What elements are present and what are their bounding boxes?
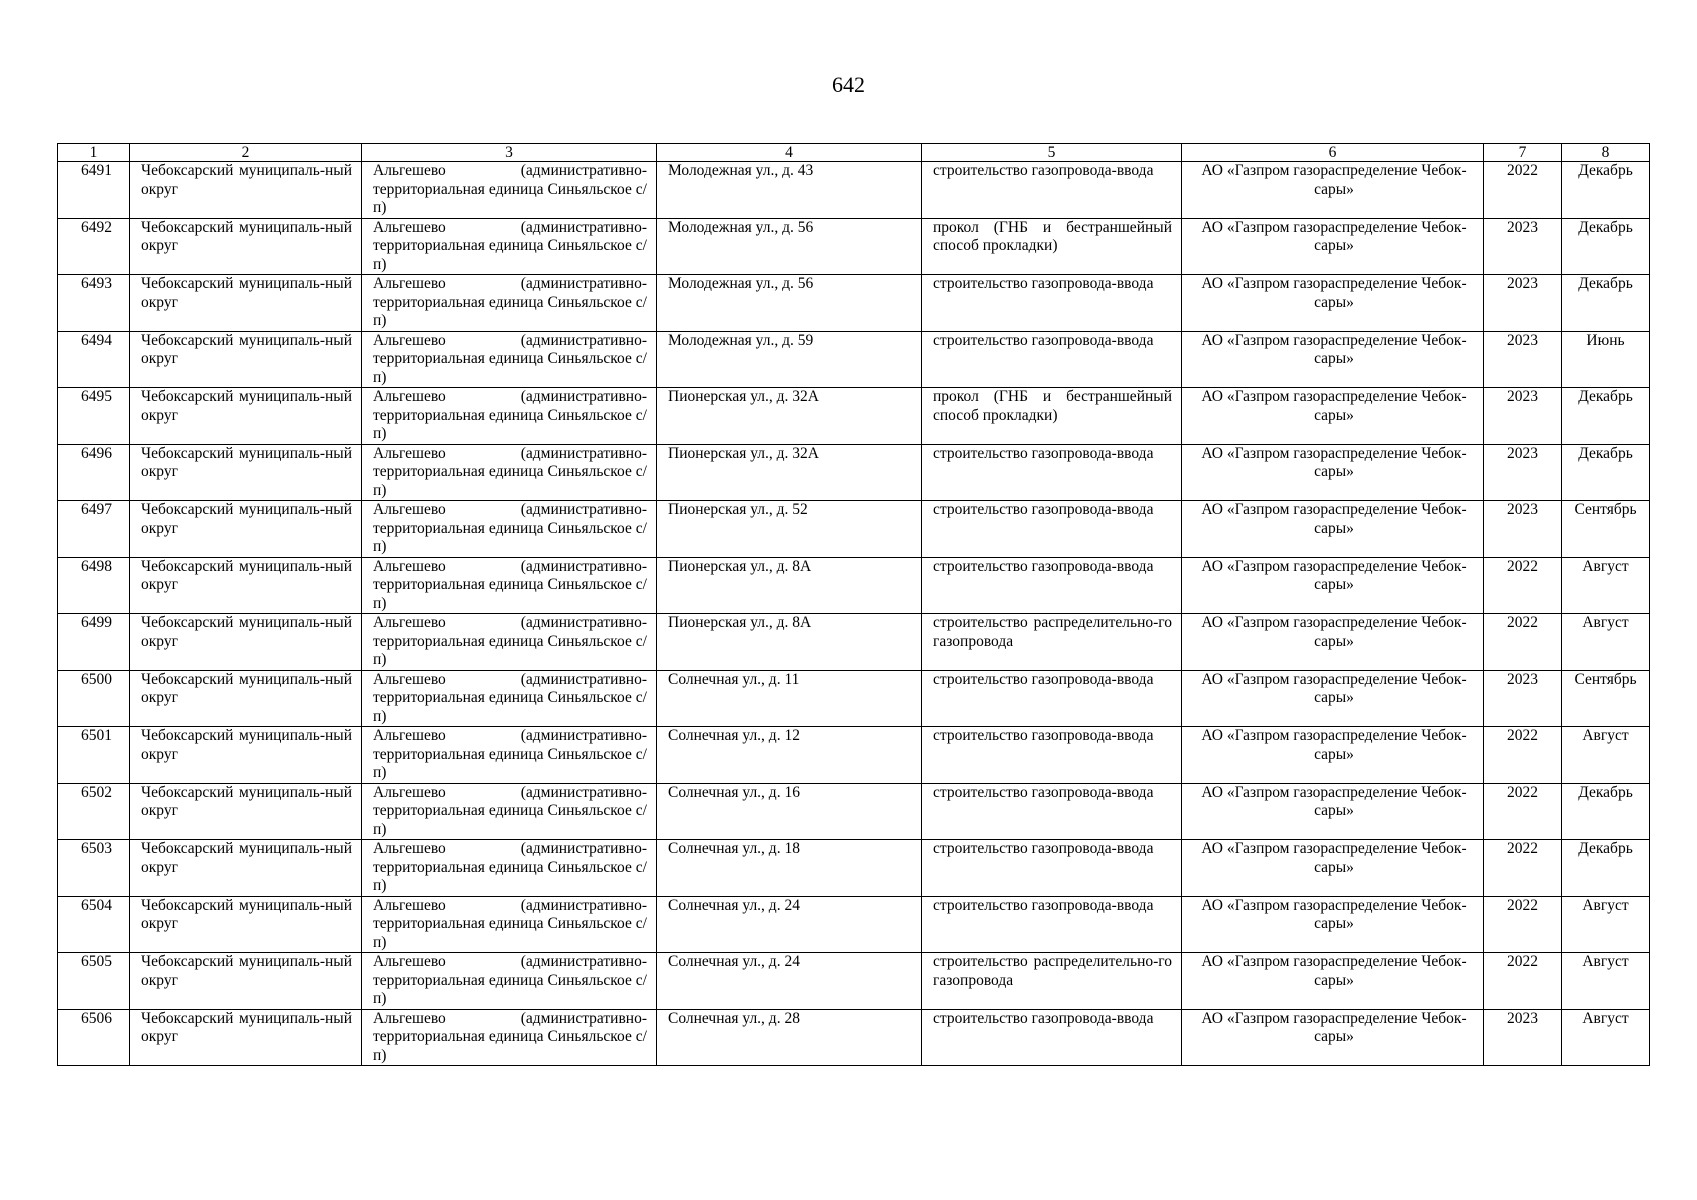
address-cell: Пионерская ул., д. 32А [657, 444, 922, 501]
page-number: 642 [832, 72, 865, 97]
settlement-cell: Альгешево (административно-территориальная единица Синьяльское с/п) [362, 840, 657, 897]
district-cell: Чебоксарский муниципаль-ный округ [130, 557, 362, 614]
work-type-cell: строительство газопровода-ввода [922, 896, 1182, 953]
work-type-cell: строительство газопровода-ввода [922, 162, 1182, 219]
district-cell: Чебоксарский муниципаль-ный округ [130, 727, 362, 784]
district-cell: Чебоксарский муниципаль-ный округ [130, 501, 362, 558]
work-type-cell: строительство распределительно-го газопровода [922, 953, 1182, 1010]
organization-cell: АО «Газпром газораспределение Чебок-сары» [1182, 275, 1484, 332]
settlement-cell: Альгешево (административно-территориальная единица Синьяльское с/п) [362, 501, 657, 558]
settlement-cell: Альгешево (административно-территориальная единица Синьяльское с/п) [362, 670, 657, 727]
work-type-cell: прокол (ГНБ и бестраншейный способ прокладки) [922, 388, 1182, 445]
organization-cell: АО «Газпром газораспределение Чебок-сары» [1182, 162, 1484, 219]
table-row [58, 444, 1650, 501]
settlement-cell: Альгешево (административно-территориальная единица Синьяльское с/п) [362, 275, 657, 332]
work-type-cell: строительство газопровода-ввода [922, 557, 1182, 614]
organization-cell: АО «Газпром газораспределение Чебок-сары» [1182, 444, 1484, 501]
year-cell: 2022 [1484, 614, 1562, 671]
district-cell: Чебоксарский муниципаль-ный округ [130, 840, 362, 897]
year-cell: 2022 [1484, 162, 1562, 219]
month-cell: Декабрь [1562, 444, 1650, 501]
work-type-cell: строительство распределительно-го газопровода [922, 614, 1182, 671]
work-type-cell: строительство газопровода-ввода [922, 783, 1182, 840]
district-cell: Чебоксарский муниципаль-ный округ [130, 614, 362, 671]
work-type-cell: строительство газопровода-ввода [922, 727, 1182, 784]
row-number: 6504 [58, 896, 130, 953]
address-cell: Молодежная ул., д. 43 [657, 162, 922, 219]
settlement-cell: Альгешево (административно-территориальная единица Синьяльское с/п) [362, 444, 657, 501]
table-row [58, 162, 1650, 219]
organization-cell: АО «Газпром газораспределение Чебок-сары» [1182, 331, 1484, 388]
address-cell: Солнечная ул., д. 28 [657, 1009, 922, 1066]
year-cell: 2023 [1484, 1009, 1562, 1066]
table-row [58, 275, 1650, 332]
year-cell: 2023 [1484, 388, 1562, 445]
district-cell: Чебоксарский муниципаль-ный округ [130, 1009, 362, 1066]
column-header: 3 [362, 144, 657, 162]
year-cell: 2023 [1484, 670, 1562, 727]
organization-cell: АО «Газпром газораспределение Чебок-сары» [1182, 218, 1484, 275]
row-number: 6498 [58, 557, 130, 614]
month-cell: Август [1562, 557, 1650, 614]
address-cell: Пионерская ул., д. 8А [657, 614, 922, 671]
year-cell: 2023 [1484, 444, 1562, 501]
table-row [58, 1009, 1650, 1066]
district-cell: Чебоксарский муниципаль-ный округ [130, 953, 362, 1010]
column-number-row [58, 144, 1650, 162]
settlement-cell: Альгешево (административно-территориальная единица Синьяльское с/п) [362, 953, 657, 1010]
row-number: 6499 [58, 614, 130, 671]
organization-cell: АО «Газпром газораспределение Чебок-сары» [1182, 670, 1484, 727]
month-cell: Декабрь [1562, 388, 1650, 445]
address-cell: Солнечная ул., д. 18 [657, 840, 922, 897]
table-row [58, 557, 1650, 614]
month-cell: Декабрь [1562, 783, 1650, 840]
year-cell: 2022 [1484, 783, 1562, 840]
district-cell: Чебоксарский муниципаль-ный округ [130, 896, 362, 953]
settlement-cell: Альгешево (административно-территориальная единица Синьяльское с/п) [362, 783, 657, 840]
column-header: 2 [130, 144, 362, 162]
work-type-cell: строительство газопровода-ввода [922, 1009, 1182, 1066]
work-type-cell: прокол (ГНБ и бестраншейный способ прокладки) [922, 218, 1182, 275]
address-cell: Солнечная ул., д. 12 [657, 727, 922, 784]
year-cell: 2022 [1484, 840, 1562, 897]
settlement-cell: Альгешево (административно-территориальная единица Синьяльское с/п) [362, 218, 657, 275]
row-number: 6491 [58, 162, 130, 219]
district-cell: Чебоксарский муниципаль-ный округ [130, 670, 362, 727]
column-header: 4 [657, 144, 922, 162]
year-cell: 2022 [1484, 557, 1562, 614]
organization-cell: АО «Газпром газораспределение Чебок-сары» [1182, 614, 1484, 671]
settlement-cell: Альгешево (административно-территориальная единица Синьяльское с/п) [362, 614, 657, 671]
address-cell: Солнечная ул., д. 24 [657, 953, 922, 1010]
row-number: 6494 [58, 331, 130, 388]
settlement-cell: Альгешево (административно-территориальная единица Синьяльское с/п) [362, 896, 657, 953]
column-header: 6 [1182, 144, 1484, 162]
table-row [58, 614, 1650, 671]
work-type-cell: строительство газопровода-ввода [922, 275, 1182, 332]
year-cell: 2023 [1484, 501, 1562, 558]
row-number: 6497 [58, 501, 130, 558]
row-number: 6496 [58, 444, 130, 501]
year-cell: 2023 [1484, 218, 1562, 275]
address-cell: Молодежная ул., д. 56 [657, 275, 922, 332]
row-number: 6501 [58, 727, 130, 784]
row-number: 6502 [58, 783, 130, 840]
address-cell: Пионерская ул., д. 32А [657, 388, 922, 445]
address-cell: Солнечная ул., д. 11 [657, 670, 922, 727]
month-cell: Сентябрь [1562, 501, 1650, 558]
organization-cell: АО «Газпром газораспределение Чебок-сары» [1182, 557, 1484, 614]
district-cell: Чебоксарский муниципаль-ный округ [130, 388, 362, 445]
organization-cell: АО «Газпром газораспределение Чебок-сары» [1182, 953, 1484, 1010]
organization-cell: АО «Газпром газораспределение Чебок-сары» [1182, 783, 1484, 840]
table-row [58, 840, 1650, 897]
work-type-cell: строительство газопровода-ввода [922, 840, 1182, 897]
row-number: 6495 [58, 388, 130, 445]
month-cell: Август [1562, 896, 1650, 953]
table-row [58, 670, 1650, 727]
settlement-cell: Альгешево (административно-территориальная единица Синьяльское с/п) [362, 388, 657, 445]
work-type-cell: строительство газопровода-ввода [922, 501, 1182, 558]
table-row [58, 388, 1650, 445]
row-number: 6503 [58, 840, 130, 897]
table-row [58, 953, 1650, 1010]
address-cell: Молодежная ул., д. 56 [657, 218, 922, 275]
year-cell: 2022 [1484, 896, 1562, 953]
district-cell: Чебоксарский муниципаль-ный округ [130, 162, 362, 219]
organization-cell: АО «Газпром газораспределение Чебок-сары» [1182, 1009, 1484, 1066]
organization-cell: АО «Газпром газораспределение Чебок-сары» [1182, 840, 1484, 897]
column-header: 1 [58, 144, 130, 162]
month-cell: Август [1562, 614, 1650, 671]
gasification-table [57, 143, 1650, 1066]
table-row [58, 783, 1650, 840]
table-row [58, 727, 1650, 784]
district-cell: Чебоксарский муниципаль-ный округ [130, 783, 362, 840]
address-cell: Пионерская ул., д. 52 [657, 501, 922, 558]
address-cell: Солнечная ул., д. 16 [657, 783, 922, 840]
table-row [58, 896, 1650, 953]
year-cell: 2022 [1484, 727, 1562, 784]
table-row [58, 218, 1650, 275]
month-cell: Декабрь [1562, 840, 1650, 897]
address-cell: Пионерская ул., д. 8А [657, 557, 922, 614]
organization-cell: АО «Газпром газораспределение Чебок-сары» [1182, 727, 1484, 784]
month-cell: Август [1562, 1009, 1650, 1066]
address-cell: Солнечная ул., д. 24 [657, 896, 922, 953]
column-header: 5 [922, 144, 1182, 162]
district-cell: Чебоксарский муниципаль-ный округ [130, 331, 362, 388]
month-cell: Июнь [1562, 331, 1650, 388]
column-header: 8 [1562, 144, 1650, 162]
district-cell: Чебоксарский муниципаль-ный округ [130, 218, 362, 275]
settlement-cell: Альгешево (административно-территориальная единица Синьяльское с/п) [362, 727, 657, 784]
work-type-cell: строительство газопровода-ввода [922, 670, 1182, 727]
work-type-cell: строительство газопровода-ввода [922, 444, 1182, 501]
row-number: 6505 [58, 953, 130, 1010]
year-cell: 2022 [1484, 953, 1562, 1010]
month-cell: Сентябрь [1562, 670, 1650, 727]
district-cell: Чебоксарский муниципаль-ный округ [130, 444, 362, 501]
year-cell: 2023 [1484, 275, 1562, 332]
settlement-cell: Альгешево (административно-территориальная единица Синьяльское с/п) [362, 162, 657, 219]
row-number: 6506 [58, 1009, 130, 1066]
column-header: 7 [1484, 144, 1562, 162]
table-body [58, 162, 1650, 1066]
settlement-cell: Альгешево (административно-территориальная единица Синьяльское с/п) [362, 1009, 657, 1066]
month-cell: Август [1562, 727, 1650, 784]
settlement-cell: Альгешево (административно-территориальная единица Синьяльское с/п) [362, 557, 657, 614]
settlement-cell: Альгешево (административно-территориальная единица Синьяльское с/п) [362, 331, 657, 388]
work-type-cell: строительство газопровода-ввода [922, 331, 1182, 388]
organization-cell: АО «Газпром газораспределение Чебок-сары» [1182, 388, 1484, 445]
row-number: 6492 [58, 218, 130, 275]
month-cell: Август [1562, 953, 1650, 1010]
month-cell: Декабрь [1562, 218, 1650, 275]
organization-cell: АО «Газпром газораспределение Чебок-сары» [1182, 896, 1484, 953]
organization-cell: АО «Газпром газораспределение Чебок-сары» [1182, 501, 1484, 558]
district-cell: Чебоксарский муниципаль-ный округ [130, 275, 362, 332]
table-row [58, 331, 1650, 388]
row-number: 6500 [58, 670, 130, 727]
year-cell: 2023 [1484, 331, 1562, 388]
table-row [58, 501, 1650, 558]
address-cell: Молодежная ул., д. 59 [657, 331, 922, 388]
month-cell: Декабрь [1562, 162, 1650, 219]
month-cell: Декабрь [1562, 275, 1650, 332]
row-number: 6493 [58, 275, 130, 332]
